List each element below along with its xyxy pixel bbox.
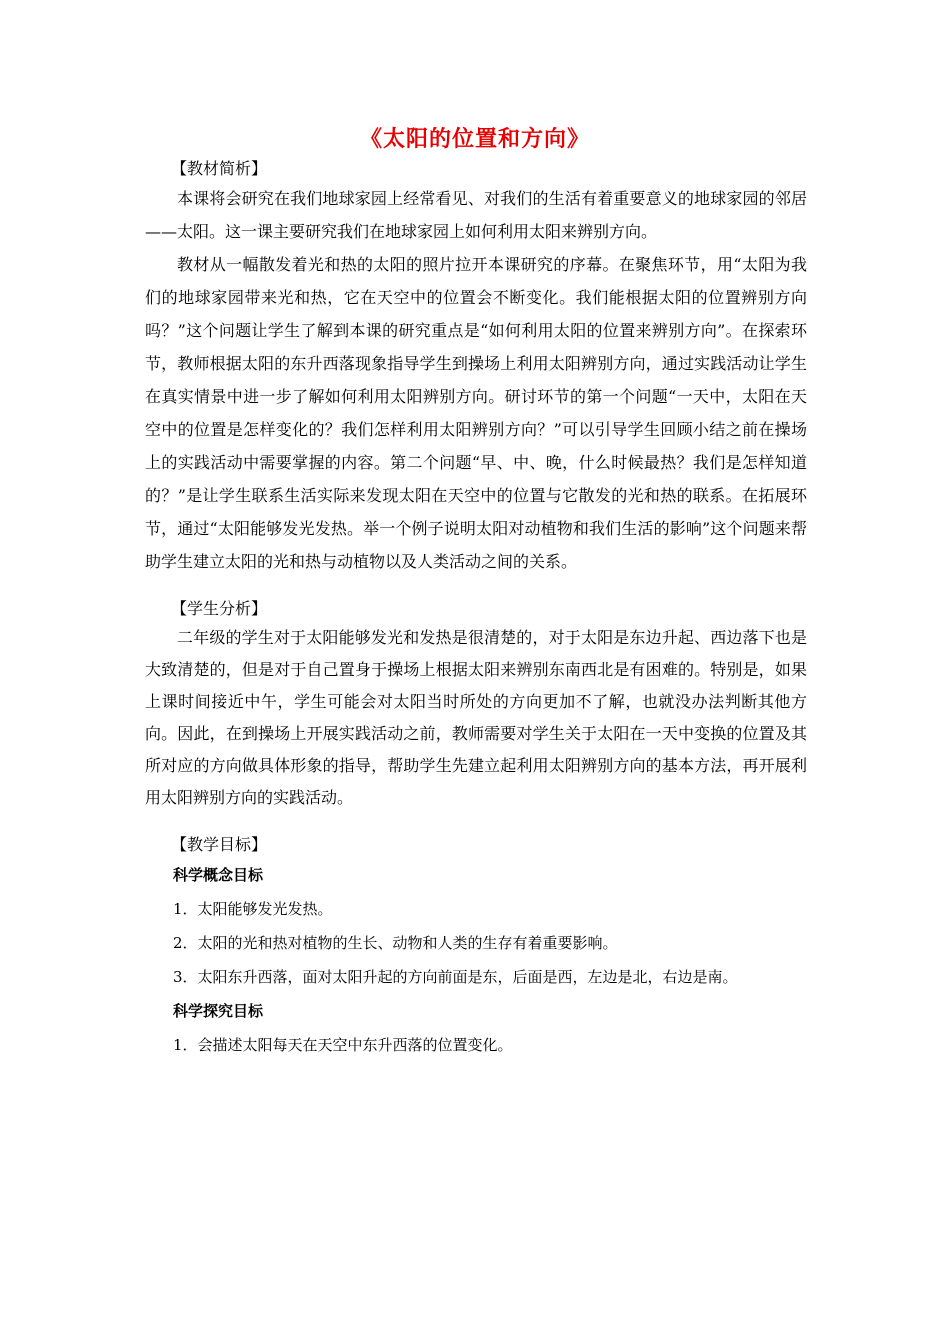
document-body [145, 150, 807, 1062]
subheading-inquiry-goals: 科学探究目标 [173, 1002, 264, 1020]
section-heading-goals: 【教学目标】 [171, 835, 268, 854]
list-item: 3．太阳东升西落，面对太阳升起的方向前面是东，后面是西，左边是北，右边是南。 [173, 968, 738, 986]
list-item: 2．太阳的光和热对植物的生长、动物和人类的生存有着重要影响。 [173, 934, 618, 952]
list-item: 1．太阳能够发光发热。 [173, 900, 333, 918]
document-title: 《太阳的位置和方向》 [359, 127, 590, 152]
list-item: 1．会描述太阳每天在天空中东升西落的位置变化。 [173, 1036, 513, 1054]
paragraph: 二年级的学生对于太阳能够发光和发热是很清楚的，对于太阳是东边升起、西边落下也是大致清楚的，但是对于自己置身于操场上根据太阳来辨别东南西北是有困难的。特别是，如果上课时间接近中午，学生可能会对太阳当时所处的方向更加不了解，也就没办法判断其他方向。因此，在到操场上开展实践活动之前，教师需要对学生关于太阳在一天中变换的位置及其所对应的方向做具体形象的指导，帮助学生先建立起利用太阳辨别方向的基本方法，再开展利用太阳辨别方向的实践活动。 [145, 628, 807, 807]
section-heading-textbook: 【教材简析】 [171, 159, 268, 178]
paragraph: 本课将会研究在我们地球家园上经常看见、对我们的生活有着重要意义的地球家园的邻居——太阳。这一课主要研究我们在地球家园上如何利用太阳来辨别方向。 [145, 189, 807, 241]
paragraph: 教材从一幅散发着光和热的太阳的照片拉开本课研究的序幕。在聚焦环节，用“太阳为我们的地球家园带来光和热，它在天空中的位置会不断变化。我们能根据太阳的位置辨别方向吗？”这个问题让学生了解到本课的研究重点是“如何利用太阳的位置来辨别方向”。在探索环节，教师根据太阳的东升西落现象指导学生到操场上利用太阳辨别方向，通过实践活动让学生在真实情景中进一步了解如何利用太阳辨别方向。研讨环节的第一个问题“一天中，太阳在天空中的位置是怎样变化的？我们怎样利用太阳辨别方向？”可以引导学生回顾小结之前在操场上的实践活动中需要掌握的内容。第二个问题“早、中、晚，什么时候最热？我们是怎样知道的？”是让学生联系生活实际来发现太阳在天空中的位置与它散发的光和热的联系。在拓展环节，通过“太阳能够发光发热。举一个例子说明太阳对动植物和我们生活的影响”这个问题来帮助学生建立太阳的光和热与动植物以及人类活动之间的关系。 [145, 255, 807, 571]
section-heading-students: 【学生分析】 [171, 599, 268, 618]
subheading-concept-goals: 科学概念目标 [173, 866, 264, 884]
